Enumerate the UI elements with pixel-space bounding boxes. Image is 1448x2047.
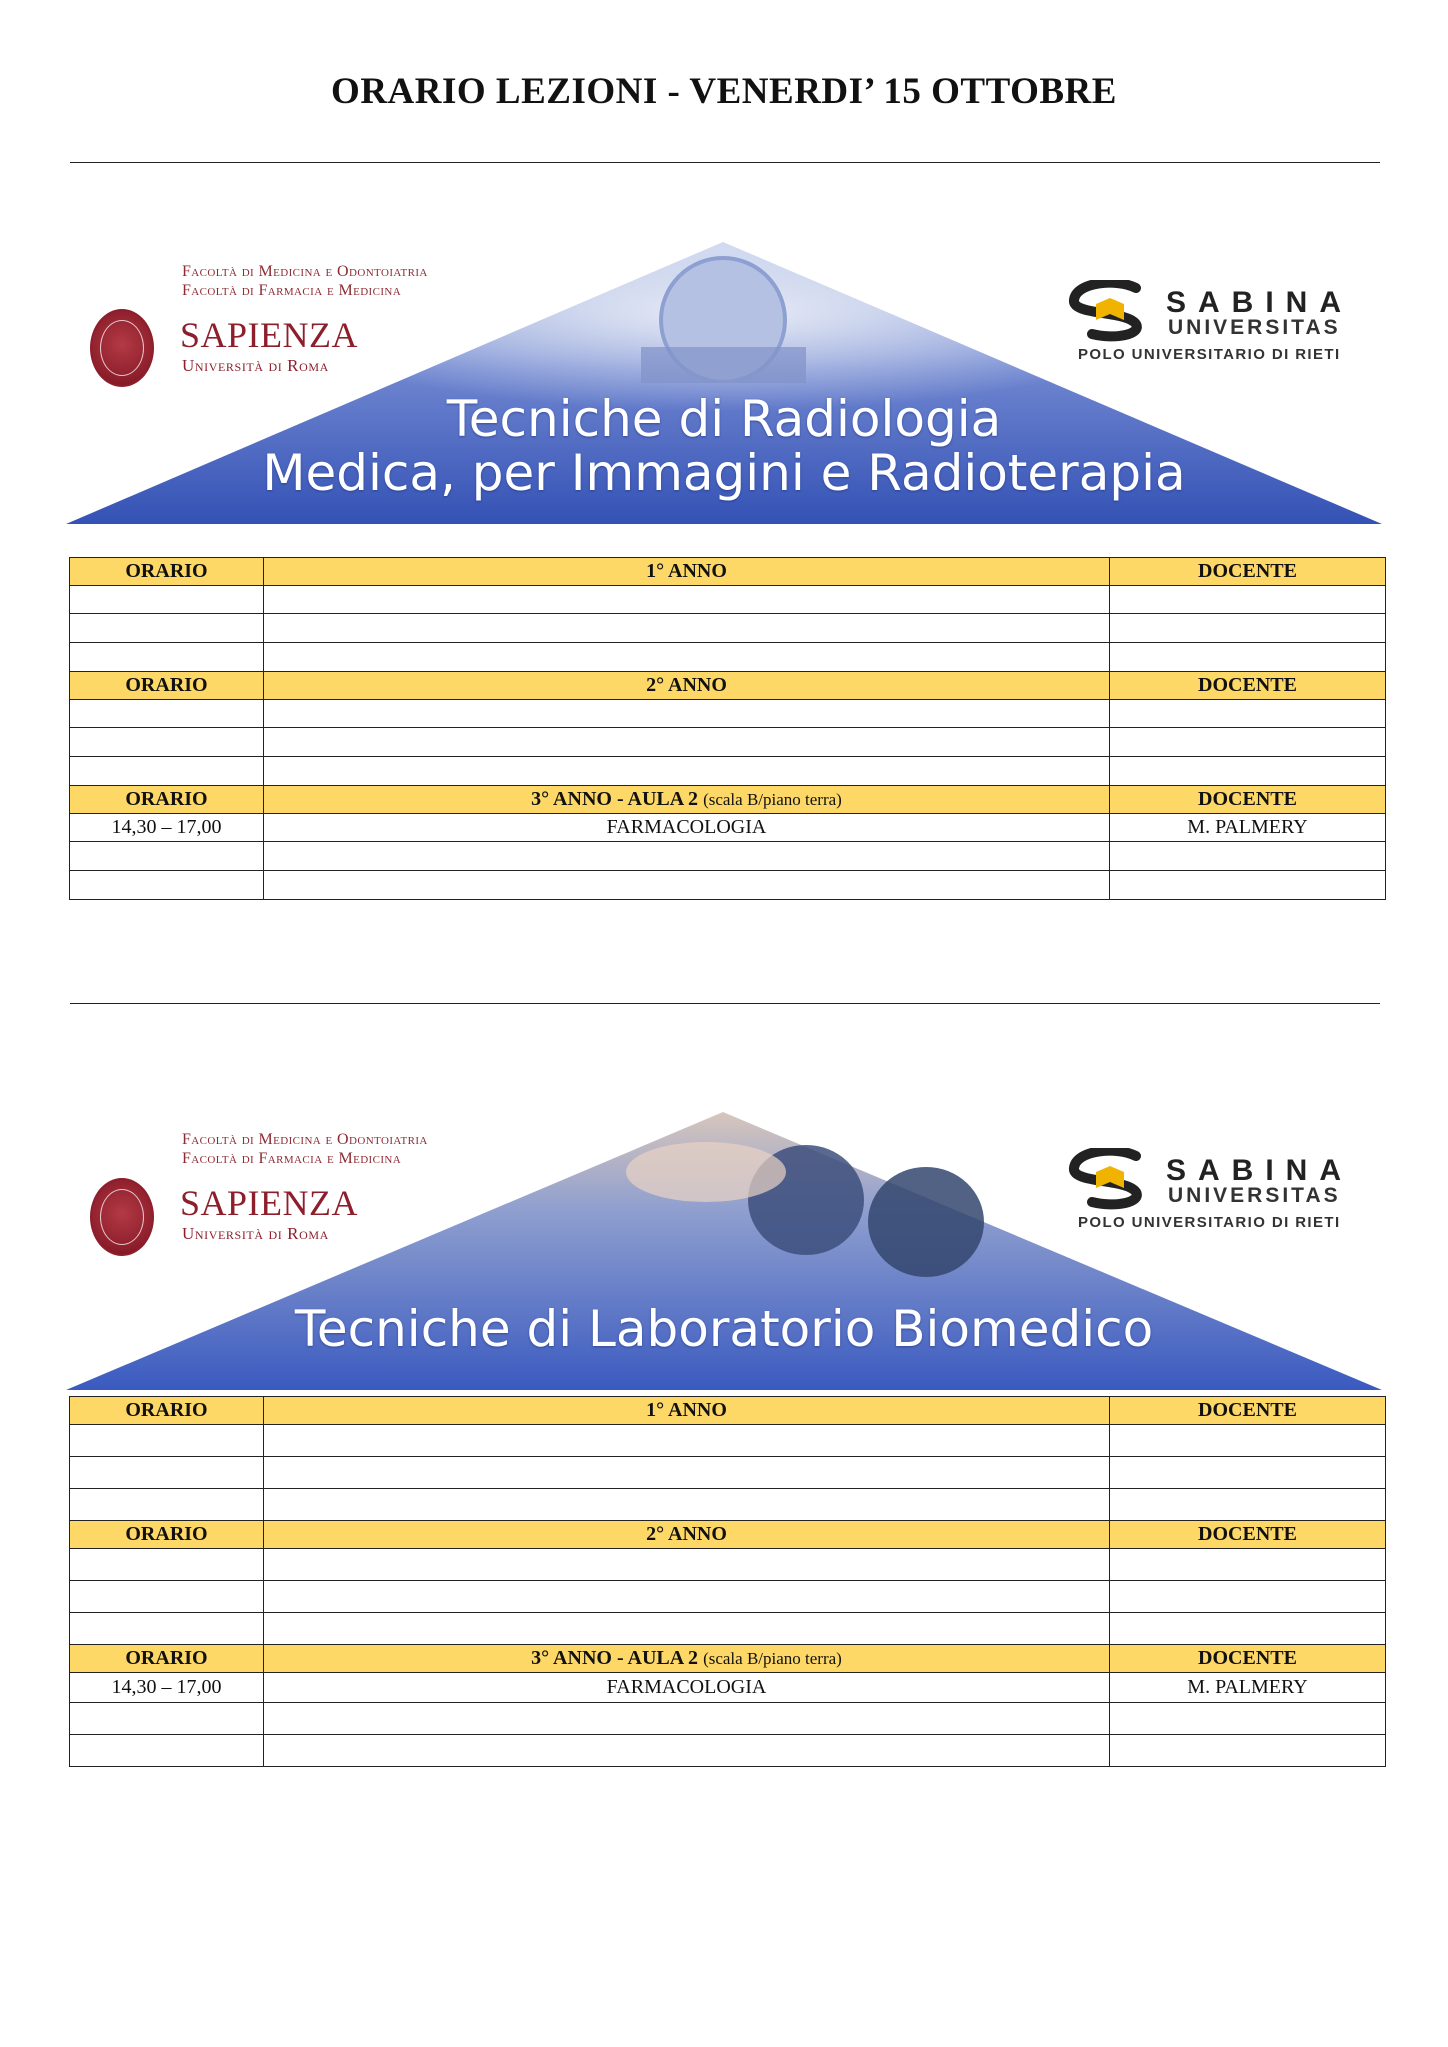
header-year — [264, 1397, 1110, 1425]
header-year — [264, 558, 1110, 586]
table-row — [70, 1457, 1386, 1489]
cell-teacher: M. PALMERY — [1110, 1673, 1386, 1703]
cell-time — [70, 1549, 264, 1581]
cell-teacher — [1110, 1703, 1386, 1735]
cell-time — [70, 1581, 264, 1613]
cell-time — [70, 643, 264, 672]
cell-teacher: M. PALMERY — [1110, 814, 1386, 842]
sabina-logo-sub: UNIVERSITAS — [1168, 1184, 1341, 1207]
sabina-logo-sub: UNIVERSITAS — [1168, 316, 1341, 339]
cell-time — [70, 1489, 264, 1521]
year-label: 2° ANNO — [646, 1523, 727, 1545]
table-header-row — [70, 1645, 1386, 1673]
sabina-logo-icon — [1066, 1148, 1162, 1210]
cell-subject — [264, 728, 1110, 757]
cell-subject — [264, 1549, 1110, 1581]
header-orario: ORARIO — [70, 558, 264, 586]
cell-teacher — [1110, 728, 1386, 757]
header-orario: ORARIO — [70, 1645, 264, 1673]
sapienza-logo-name: SAPIENZA — [180, 1183, 359, 1223]
cell-subject — [264, 1489, 1110, 1521]
table-row — [70, 871, 1386, 900]
header-orario: ORARIO — [70, 1521, 264, 1549]
cell-time — [70, 871, 264, 900]
cell-subject — [264, 871, 1110, 900]
cell-time: 14,30 – 17,00 — [70, 814, 264, 842]
cell-teacher — [1110, 614, 1386, 643]
cell-teacher — [1110, 1735, 1386, 1767]
sapienza-seal-icon — [90, 1178, 154, 1256]
header-docente: DOCENTE — [1110, 1521, 1386, 1549]
header-docente: DOCENTE — [1110, 1645, 1386, 1673]
table-header-row — [70, 1397, 1386, 1425]
table-row — [70, 1581, 1386, 1613]
header-docente: DOCENTE — [1110, 1397, 1386, 1425]
cell-time — [70, 1613, 264, 1645]
room-note: (scala B/piano terra) — [703, 1649, 842, 1668]
cell-subject — [264, 757, 1110, 786]
table-row — [70, 1549, 1386, 1581]
table-row — [70, 1703, 1386, 1735]
header-year — [264, 672, 1110, 700]
cell-time — [70, 1425, 264, 1457]
faculty-line: Facoltà di Medicina e Odontoiatria — [182, 1131, 428, 1148]
table-row — [70, 1735, 1386, 1767]
room-note: (scala B/piano terra) — [703, 790, 842, 809]
cell-time — [70, 1703, 264, 1735]
sabina-logo-name: SABINA — [1166, 286, 1354, 319]
cell-teacher — [1110, 1549, 1386, 1581]
course-banner-laboratorio — [66, 1112, 1382, 1390]
table-header-row — [70, 558, 1386, 586]
cell-teacher — [1110, 842, 1386, 871]
table-header-row — [70, 1521, 1386, 1549]
table-row — [70, 1613, 1386, 1645]
cell-time: 14,30 – 17,00 — [70, 1673, 264, 1703]
cell-subject — [264, 1703, 1110, 1735]
cell-subject — [264, 1735, 1110, 1767]
cell-teacher — [1110, 871, 1386, 900]
table-row — [70, 586, 1386, 614]
header-orario: ORARIO — [70, 786, 264, 814]
cell-teacher — [1110, 586, 1386, 614]
cell-time — [70, 700, 264, 728]
table-row — [70, 643, 1386, 672]
table-header-row — [70, 786, 1386, 814]
sabina-logo-name: SABINA — [1166, 1154, 1354, 1187]
cell-time — [70, 842, 264, 871]
header-docente: DOCENTE — [1110, 672, 1386, 700]
year-label: 1° ANNO — [646, 1399, 727, 1421]
year-label: 1° ANNO — [646, 560, 727, 582]
cell-time — [70, 1457, 264, 1489]
schedule-table — [69, 1396, 1386, 1767]
cell-subject — [264, 586, 1110, 614]
table-row — [70, 1673, 1386, 1703]
cell-subject — [264, 1613, 1110, 1645]
year-label: 2° ANNO — [646, 674, 727, 696]
cell-time — [70, 614, 264, 643]
cell-subject: FARMACOLOGIA — [264, 1673, 1110, 1703]
cell-time — [70, 728, 264, 757]
course-title-line: Tecniche di Radiologia — [446, 390, 1002, 448]
header-year — [264, 1521, 1110, 1549]
cell-teacher — [1110, 1581, 1386, 1613]
course-title — [66, 392, 1382, 500]
cell-teacher — [1110, 1613, 1386, 1645]
schedule-table — [69, 557, 1386, 900]
header-orario: ORARIO — [70, 1397, 264, 1425]
cell-subject — [264, 614, 1110, 643]
cell-subject — [264, 1425, 1110, 1457]
faculty-line: Facoltà di Farmacia e Medicina — [182, 1150, 402, 1167]
divider — [70, 162, 1380, 163]
sapienza-logo-name: SAPIENZA — [180, 315, 359, 355]
table-row — [70, 1425, 1386, 1457]
cell-time — [70, 757, 264, 786]
sapienza-logo-sub: Università di Roma — [182, 356, 329, 375]
table-row — [70, 842, 1386, 871]
cell-subject — [264, 1581, 1110, 1613]
table-row — [70, 757, 1386, 786]
header-year — [264, 786, 1110, 814]
table-header-row — [70, 672, 1386, 700]
sabina-logo-tagline: POLO UNIVERSITARIO DI RIETI — [1078, 346, 1341, 363]
faculty-line: Facoltà di Medicina e Odontoiatria — [182, 263, 428, 280]
cell-teacher — [1110, 643, 1386, 672]
course-title-line: Medica, per Immagini e Radioterapia — [262, 444, 1186, 502]
cell-subject — [264, 1457, 1110, 1489]
table-row — [70, 614, 1386, 643]
faculty-line: Facoltà di Farmacia e Medicina — [182, 282, 402, 299]
cell-subject: FARMACOLOGIA — [264, 814, 1110, 842]
sapienza-logo-sub: Università di Roma — [182, 1224, 329, 1243]
course-banner-radiologia — [66, 242, 1382, 524]
cell-time — [70, 1735, 264, 1767]
cell-subject — [264, 700, 1110, 728]
header-docente: DOCENTE — [1110, 558, 1386, 586]
course-title-line: Tecniche di Laboratorio Biomedico — [294, 1300, 1154, 1358]
table-row — [70, 1489, 1386, 1521]
course-title — [66, 1302, 1382, 1356]
cell-time — [70, 586, 264, 614]
cell-teacher — [1110, 757, 1386, 786]
cell-teacher — [1110, 700, 1386, 728]
page-title: ORARIO LEZIONI - VENERDI’ 15 OTTOBRE — [331, 71, 1117, 112]
cell-teacher — [1110, 1489, 1386, 1521]
table-row — [70, 728, 1386, 757]
cell-subject — [264, 643, 1110, 672]
year-label: 3° ANNO - AULA 2 — [531, 788, 699, 810]
header-docente: DOCENTE — [1110, 786, 1386, 814]
year-label: 3° ANNO - AULA 2 — [531, 1647, 699, 1669]
sabina-logo-icon — [1066, 280, 1162, 342]
header-orario: ORARIO — [70, 672, 264, 700]
header-year — [264, 1645, 1110, 1673]
cell-teacher — [1110, 1425, 1386, 1457]
table-row — [70, 700, 1386, 728]
cell-subject — [264, 842, 1110, 871]
divider — [70, 1003, 1380, 1004]
sapienza-seal-icon — [90, 309, 154, 387]
sabina-logo-tagline: POLO UNIVERSITARIO DI RIETI — [1078, 1214, 1341, 1231]
table-row — [70, 814, 1386, 842]
cell-teacher — [1110, 1457, 1386, 1489]
